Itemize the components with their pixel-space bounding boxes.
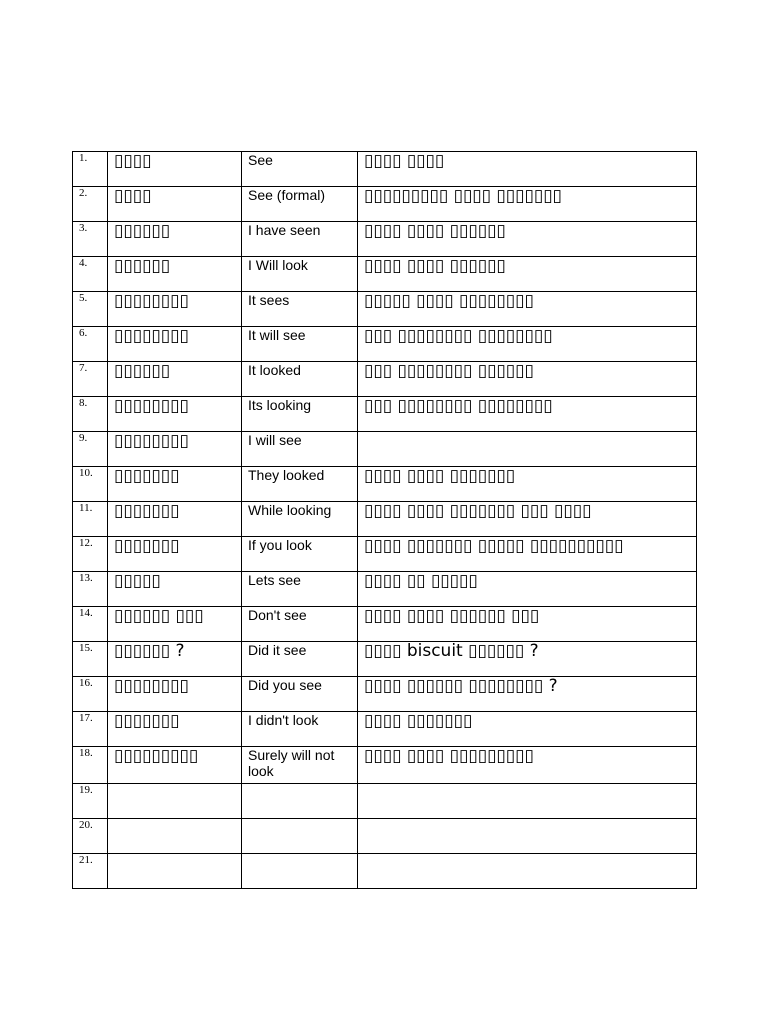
table-row bbox=[73, 222, 697, 257]
table-row bbox=[73, 572, 697, 607]
example-cell: ▯▯▯▯ ▯▯▯▯▯▯▯ ▯▯▯▯▯ ▯▯▯▯▯▯▯▯▯▯ bbox=[358, 537, 697, 572]
example-cell: ▯▯▯▯▯▯▯▯▯ ▯▯▯▯ ▯▯▯▯▯▯▯ bbox=[358, 187, 697, 222]
row-number: 10. bbox=[73, 467, 108, 502]
row-number: 19. bbox=[73, 784, 108, 819]
meaning-cell: Surely will not look bbox=[242, 747, 358, 784]
vocabulary-table bbox=[72, 151, 697, 889]
meaning-cell: See (formal) bbox=[242, 187, 358, 222]
example-cell: ▯▯▯▯▯ ▯▯▯▯ ▯▯▯▯▯▯▯▯ bbox=[358, 292, 697, 327]
row-number: 7. bbox=[73, 362, 108, 397]
row-number: 20. bbox=[73, 819, 108, 854]
word-cell: ▯▯▯▯▯▯▯ bbox=[108, 537, 242, 572]
table-row bbox=[73, 397, 697, 432]
meaning-cell: I have seen bbox=[242, 222, 358, 257]
table-row bbox=[73, 362, 697, 397]
meaning-cell: Its looking bbox=[242, 397, 358, 432]
meaning-cell: I Will look bbox=[242, 257, 358, 292]
example-cell: ▯▯▯ ▯▯▯▯▯▯▯▯ ▯▯▯▯▯▯▯▯ bbox=[358, 327, 697, 362]
word-cell: ▯▯▯▯▯▯▯▯▯ bbox=[108, 747, 242, 784]
table-row bbox=[73, 854, 697, 889]
table-row bbox=[73, 819, 697, 854]
example-cell: ▯▯▯▯ biscuit ▯▯▯▯▯▯ ? bbox=[358, 642, 697, 677]
example-cell: ▯▯▯▯ ▯▯▯▯ ▯▯▯▯▯▯ bbox=[358, 257, 697, 292]
row-number: 9. bbox=[73, 432, 108, 467]
row-number: 12. bbox=[73, 537, 108, 572]
word-cell: ▯▯▯▯▯▯▯▯ bbox=[108, 292, 242, 327]
example-cell: ▯▯▯ ▯▯▯▯▯▯▯▯ ▯▯▯▯▯▯ bbox=[358, 362, 697, 397]
table-row bbox=[73, 642, 697, 677]
table-row bbox=[73, 502, 697, 537]
example-cell bbox=[358, 784, 697, 819]
meaning-cell: It will see bbox=[242, 327, 358, 362]
row-number: 15. bbox=[73, 642, 108, 677]
meaning-cell: While looking bbox=[242, 502, 358, 537]
row-number: 18. bbox=[73, 747, 108, 784]
row-number: 4. bbox=[73, 257, 108, 292]
word-cell: ▯▯▯▯▯▯▯▯ bbox=[108, 327, 242, 362]
row-number: 21. bbox=[73, 854, 108, 889]
word-cell: ▯▯▯▯▯▯▯▯ bbox=[108, 432, 242, 467]
meaning-cell bbox=[242, 854, 358, 889]
word-cell: ▯▯▯▯▯▯▯ bbox=[108, 502, 242, 537]
word-cell bbox=[108, 819, 242, 854]
example-cell: ▯▯▯▯ ▯▯▯▯ ▯▯▯▯▯▯▯ bbox=[358, 467, 697, 502]
example-cell: ▯▯▯▯ ▯▯▯▯ ▯▯▯▯▯▯▯▯▯ bbox=[358, 747, 697, 784]
word-cell: ▯▯▯▯▯▯ bbox=[108, 362, 242, 397]
meaning-cell: If you look bbox=[242, 537, 358, 572]
word-cell: ▯▯▯▯▯▯▯ bbox=[108, 467, 242, 502]
row-number: 17. bbox=[73, 712, 108, 747]
word-cell: ▯▯▯▯▯▯▯▯ bbox=[108, 677, 242, 712]
table-row bbox=[73, 327, 697, 362]
meaning-cell: I will see bbox=[242, 432, 358, 467]
meaning-cell bbox=[242, 784, 358, 819]
meaning-cell: Did you see bbox=[242, 677, 358, 712]
example-cell: ▯▯▯▯ ▯▯▯▯ bbox=[358, 152, 697, 187]
table-row bbox=[73, 537, 697, 572]
row-number: 8. bbox=[73, 397, 108, 432]
row-number: 6. bbox=[73, 327, 108, 362]
table-row bbox=[73, 187, 697, 222]
word-cell: ▯▯▯▯▯▯ ? bbox=[108, 642, 242, 677]
row-number: 14. bbox=[73, 607, 108, 642]
word-cell: ▯▯▯▯▯▯▯▯ bbox=[108, 397, 242, 432]
example-cell: ▯▯▯ ▯▯▯▯▯▯▯▯ ▯▯▯▯▯▯▯▯ bbox=[358, 397, 697, 432]
row-number: 11. bbox=[73, 502, 108, 537]
row-number: 1. bbox=[73, 152, 108, 187]
word-cell: ▯▯▯▯▯ bbox=[108, 572, 242, 607]
word-cell bbox=[108, 784, 242, 819]
word-cell: ▯▯▯▯▯▯ bbox=[108, 257, 242, 292]
table-row bbox=[73, 712, 697, 747]
example-cell bbox=[358, 432, 697, 467]
meaning-cell: I didn't look bbox=[242, 712, 358, 747]
meaning-cell: They looked bbox=[242, 467, 358, 502]
row-number: 13. bbox=[73, 572, 108, 607]
example-cell: ▯▯▯▯ ▯▯▯▯ ▯▯▯▯▯▯ ▯▯▯ bbox=[358, 607, 697, 642]
word-cell bbox=[108, 854, 242, 889]
example-cell: ▯▯▯▯ ▯▯▯▯▯▯ ▯▯▯▯▯▯▯▯ ? bbox=[358, 677, 697, 712]
example-cell: ▯▯▯▯ ▯▯ ▯▯▯▯▯ bbox=[358, 572, 697, 607]
meaning-cell: Don't see bbox=[242, 607, 358, 642]
table-row bbox=[73, 152, 697, 187]
example-cell: ▯▯▯▯ ▯▯▯▯▯▯▯ bbox=[358, 712, 697, 747]
table-row bbox=[73, 432, 697, 467]
vocabulary-table-body bbox=[73, 152, 697, 889]
word-cell: ▯▯▯▯▯▯ ▯▯▯ bbox=[108, 607, 242, 642]
row-number: 3. bbox=[73, 222, 108, 257]
table-row bbox=[73, 292, 697, 327]
table-row bbox=[73, 467, 697, 502]
example-cell bbox=[358, 854, 697, 889]
example-cell: ▯▯▯▯ ▯▯▯▯ ▯▯▯▯▯▯ bbox=[358, 222, 697, 257]
table-row bbox=[73, 784, 697, 819]
meaning-cell: It looked bbox=[242, 362, 358, 397]
word-cell: ▯▯▯▯▯▯▯ bbox=[108, 712, 242, 747]
meaning-cell: Did it see bbox=[242, 642, 358, 677]
word-cell: ▯▯▯▯ bbox=[108, 187, 242, 222]
row-number: 16. bbox=[73, 677, 108, 712]
word-cell: ▯▯▯▯ bbox=[108, 152, 242, 187]
table-row bbox=[73, 747, 697, 784]
word-cell: ▯▯▯▯▯▯ bbox=[108, 222, 242, 257]
meaning-cell bbox=[242, 819, 358, 854]
row-number: 5. bbox=[73, 292, 108, 327]
table-row bbox=[73, 607, 697, 642]
meaning-cell: It sees bbox=[242, 292, 358, 327]
example-cell bbox=[358, 819, 697, 854]
table-row bbox=[73, 257, 697, 292]
table-row bbox=[73, 677, 697, 712]
meaning-cell: Lets see bbox=[242, 572, 358, 607]
example-cell: ▯▯▯▯ ▯▯▯▯ ▯▯▯▯▯▯▯ ▯▯▯ ▯▯▯▯ bbox=[358, 502, 697, 537]
meaning-cell: See bbox=[242, 152, 358, 187]
row-number: 2. bbox=[73, 187, 108, 222]
